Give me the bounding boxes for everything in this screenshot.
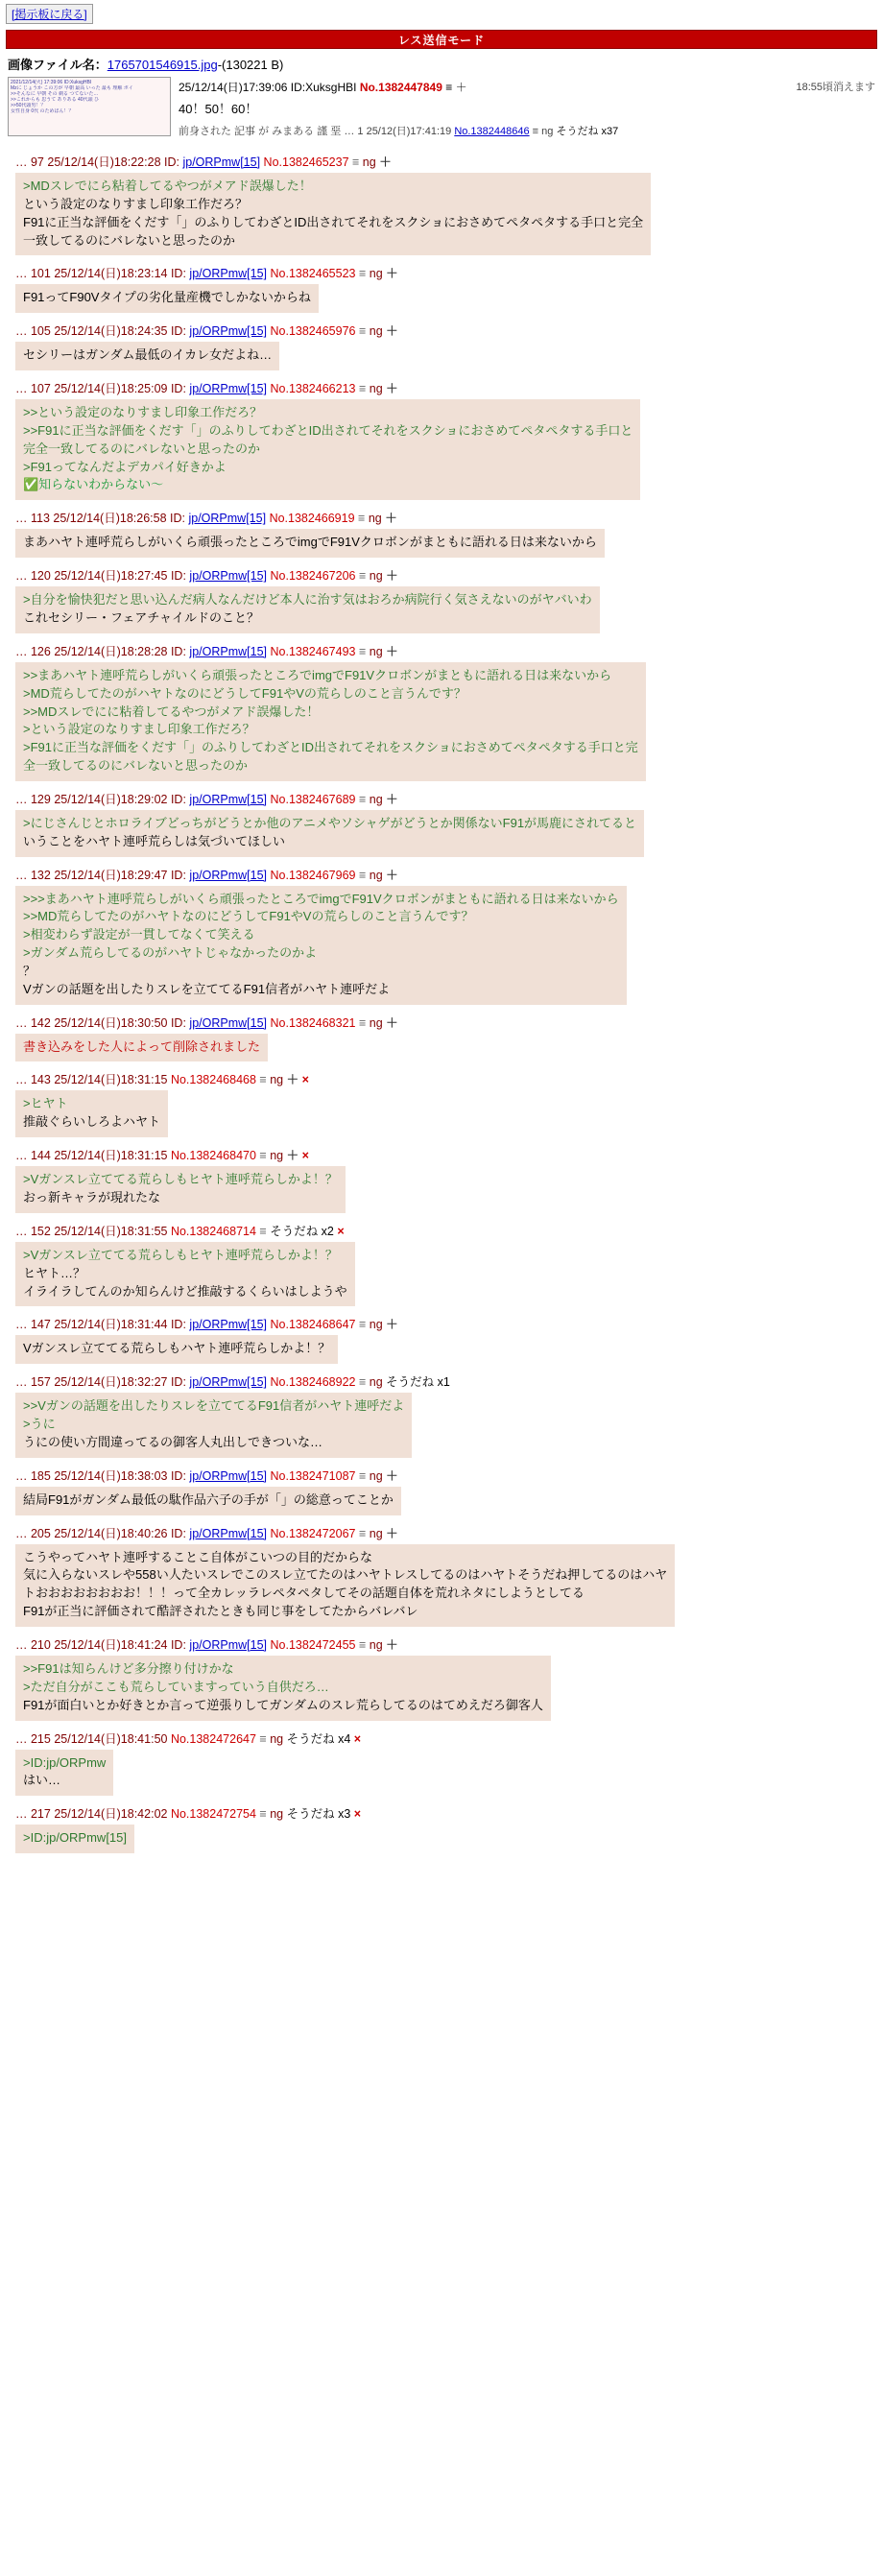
delete-icon[interactable]: ×: [301, 1073, 309, 1087]
post: [0, 563, 883, 639]
post-line: >MD荒らしてたのがハヤトなのにどうしてF91やVの荒らしのこと言うんです？: [23, 685, 466, 701]
post-meta: [15, 1729, 877, 1747]
post-meta: [15, 379, 877, 396]
post-line: はい…: [23, 1773, 61, 1788]
post-date: 25/12/14(日)18:31:15: [54, 1073, 168, 1087]
post-meta: [15, 866, 877, 883]
post-id-label: ID:: [170, 1318, 186, 1332]
post-id-link[interactable]: jp/ORPmw[15]: [189, 1468, 268, 1483]
post-line: Vガンの話題を出したりスレを立ててるF91信者がハヤト連呼だよ: [23, 981, 391, 996]
post-line: F91に正当な評価をくだす「」のふりしてわざとID出されてそれをスクショにおさめてペタペタする手口と完全: [23, 214, 644, 229]
expand-icon[interactable]: ＋: [386, 644, 398, 658]
post-number: … 152: [15, 1224, 51, 1238]
op-post: [0, 75, 883, 150]
delete-icon[interactable]: ×: [353, 1807, 362, 1822]
post-id-label: ID:: [170, 267, 186, 281]
post-body: [15, 1166, 346, 1213]
post-meta: [15, 1372, 877, 1390]
post-body: [15, 662, 646, 781]
post-date: 25/12/14(日)18:29:02: [54, 792, 168, 806]
post-id-link[interactable]: jp/ORPmw[15]: [189, 1375, 268, 1390]
post-line: >相変わらず設定が一貫してなくて笑える: [23, 927, 255, 942]
post-id-link[interactable]: jp/ORPmw[15]: [189, 382, 268, 396]
post-date: 25/12/14(日)18:26:58: [53, 512, 167, 526]
soudane-button[interactable]: そうだね x2: [270, 1224, 334, 1238]
post-date: 25/12/14(日)18:31:15: [54, 1149, 168, 1163]
post-no-link[interactable]: No.1382472754: [170, 1807, 256, 1822]
post-meta: [15, 1146, 877, 1163]
post-body: [15, 1335, 338, 1364]
post-id-link[interactable]: jp/ORPmw[15]: [189, 1015, 268, 1030]
post-body: [15, 1487, 401, 1515]
post: [0, 1143, 883, 1219]
post-id-label: ID:: [170, 644, 186, 658]
post-meta: [15, 322, 877, 339]
file-label: 画像ファイル名：: [8, 58, 107, 72]
post: [0, 639, 883, 787]
ng-button[interactable]: ng: [369, 569, 383, 584]
post-body: [15, 810, 644, 857]
post-line: こうやってハヤト連呼することこ自体がこいつの目的だからな: [23, 1549, 373, 1564]
post-line: 推敲ぐらいしろよハヤト: [23, 1114, 161, 1130]
menu-icon[interactable]: ≡: [259, 1149, 267, 1163]
post-id-label: ID:: [170, 1375, 186, 1390]
post-meta: [15, 1467, 877, 1484]
delete-icon[interactable]: ×: [353, 1731, 362, 1746]
post-date: 25/12/14(日)18:40:26: [54, 1526, 168, 1540]
post-line: おっ新キャラが現れたな: [23, 1190, 161, 1205]
menu-icon[interactable]: ≡: [259, 1073, 267, 1087]
post-id-label: ID:: [164, 155, 179, 169]
soudane-button[interactable]: そうだね x1: [386, 1375, 450, 1390]
post-line: >ただ自分がここも荒らしていますっていう自供だろ…: [23, 1679, 329, 1694]
post-body: [15, 1034, 268, 1062]
post-meta: [15, 153, 877, 170]
post-line: >MDスレでにら粘着してるやつがメアド誤爆した！: [23, 179, 312, 193]
expand-icon[interactable]: ＋: [386, 1637, 398, 1652]
post-number: … 157: [15, 1375, 51, 1390]
op-post-no[interactable]: No.1382447849: [359, 81, 442, 94]
post-line: 気に入らないスレや558い人たいスレでこのスレ立てたのはハヤトレスしてるのはハヤトそうだね押してるのはハヤ: [23, 1567, 668, 1583]
post-no-link[interactable]: No.1382467493: [270, 644, 356, 658]
post-id-link[interactable]: jp/ORPmw[15]: [189, 324, 268, 339]
post-no-link[interactable]: No.1382471087: [270, 1468, 356, 1483]
post: [0, 376, 883, 506]
post-line: という設定のなりすまし印象工作だろ？: [23, 196, 249, 211]
expand-icon[interactable]: ＋: [385, 512, 397, 526]
menu-icon[interactable]: ≡: [259, 1224, 267, 1238]
post: [0, 150, 883, 261]
post-id-link[interactable]: jp/ORPmw[15]: [189, 1526, 268, 1540]
post: [0, 1464, 883, 1521]
ng-button[interactable]: ng: [369, 1637, 383, 1652]
reply-mode-label: レス送信モード: [397, 34, 486, 47]
post-line: ヒヤト…？: [23, 1265, 86, 1280]
post-no-link[interactable]: No.1382468470: [170, 1149, 256, 1163]
post-line: 一致してるのにバレないと思ったのか: [23, 232, 236, 248]
menu-icon[interactable]: ≡: [358, 868, 367, 882]
post: [0, 863, 883, 1011]
menu-icon[interactable]: ≡: [445, 81, 453, 94]
thumbnail-text-line: >>そんなに 早朝 その 剃る つてないた…: [11, 91, 99, 97]
post-no-link[interactable]: No.1382465237: [263, 155, 349, 169]
ng-button[interactable]: ng: [369, 382, 383, 396]
post-id-label: ID:: [170, 868, 186, 882]
post-no-link[interactable]: No.1382466919: [269, 512, 355, 526]
ng-button[interactable]: ng: [368, 512, 382, 526]
op-sub-menu-icon[interactable]: ≡: [532, 126, 539, 137]
op-sub-dots: … 1 25/12(日)17:41:19: [344, 126, 452, 137]
top-bar: [0, 0, 883, 26]
ng-button[interactable]: ng: [270, 1807, 284, 1822]
post-number: … 129: [15, 792, 51, 806]
post-number: … 105: [15, 324, 51, 339]
expand-icon[interactable]: ＋: [386, 569, 398, 584]
post-id-link[interactable]: jp/ORPmw[15]: [189, 267, 268, 281]
menu-icon[interactable]: ≡: [259, 1731, 267, 1746]
menu-icon[interactable]: ≡: [358, 1468, 367, 1483]
post-line: >ガンダム荒らしてるのがハヤトじゃなかったのかよ: [23, 945, 318, 961]
post: [0, 1633, 883, 1727]
expand-icon[interactable]: ＋: [286, 1073, 299, 1087]
post-body: [15, 586, 600, 633]
post-line: >F91ってなんだよデカパイ好きかよ: [23, 459, 227, 474]
post-line: >>まあハヤト連呼荒らしがいくら頑張ったところでimgでF91Vクロボンがまともに語れる日は来ないから: [23, 667, 612, 682]
post-no-link[interactable]: No.1382465523: [270, 267, 356, 281]
post-no-link[interactable]: No.1382472647: [170, 1731, 256, 1746]
post-number: … 217: [15, 1807, 51, 1822]
ng-button[interactable]: ng: [369, 1015, 383, 1030]
expand-icon[interactable]: ＋: [379, 155, 392, 169]
post-date: 25/12/14(日)18:27:45: [54, 569, 168, 584]
expand-icon[interactable]: ＋: [386, 324, 398, 339]
post-body: [15, 1393, 412, 1458]
post-date: 25/12/14(日)18:32:27: [54, 1375, 168, 1390]
post-date: 25/12/14(日)18:24:35: [54, 324, 168, 339]
post-no-link[interactable]: No.1382468922: [270, 1375, 356, 1390]
post-line: >ID:jp/ORPmw[15]: [23, 1830, 128, 1846]
op-sub-soudane[interactable]: そうだね x37: [556, 126, 619, 137]
file-size: -(130221 B): [217, 58, 284, 72]
ng-button[interactable]: ng: [270, 1149, 284, 1163]
post-line: >ID:jp/ORPmw: [23, 1754, 107, 1770]
post-body: [15, 1242, 355, 1307]
menu-icon[interactable]: ≡: [358, 267, 367, 281]
post-line: >>Vガンの話題を出したりスレを立ててるF91信者がハヤト連呼だよ: [23, 1398, 405, 1414]
post: [0, 506, 883, 563]
post-line: >自分を愉快犯だと思い込んだ病人なんだけど本人に治す気はおろか病院行く気さえないのがヤバいわ: [23, 592, 592, 608]
post-line: トおおおおおおおお！！！って全カレッラレペタペタしてその話題自体を荒れネタにしようとしてる: [23, 1586, 585, 1601]
post-id-link[interactable]: jp/ORPmw[15]: [189, 1318, 268, 1332]
post-no-link[interactable]: No.1382467689: [270, 792, 356, 806]
expand-icon[interactable]: ＋: [455, 81, 467, 94]
post-number: … 144: [15, 1149, 51, 1163]
post-no-link[interactable]: No.1382468468: [170, 1073, 256, 1087]
ng-button[interactable]: ng: [369, 1526, 383, 1540]
reply-mode-bar: [6, 30, 877, 49]
post-id-label: ID:: [170, 1637, 186, 1652]
post-body: [15, 1544, 675, 1627]
menu-icon[interactable]: ≡: [358, 1637, 367, 1652]
post-date: 25/12/14(日)18:31:44: [54, 1318, 168, 1332]
thumbnail-text-line: 2021/12/14(火) 17:39:06 ID:XuksgHBI: [11, 80, 92, 85]
ng-button[interactable]: ng: [369, 324, 383, 339]
post-line: >にじさんじとホロライブどっちがどうとか他のアニメやソシャゲがどうとか関係ないF91が馬鹿にされてると: [23, 815, 637, 830]
post-date: 25/12/14(日)18:22:28: [47, 155, 161, 169]
expand-icon[interactable]: ＋: [386, 868, 398, 882]
menu-icon[interactable]: ≡: [259, 1807, 267, 1822]
post-id-label: ID:: [170, 1015, 186, 1030]
post-id-label: ID:: [170, 324, 186, 339]
post-body: [15, 399, 640, 500]
post: [0, 1727, 883, 1802]
post-line: >Vガンスレ立ててる荒らしもヒヤト連呼荒らしかよ！？: [23, 1172, 338, 1187]
post-line: ✅知らないわからない〜: [23, 477, 164, 492]
post-number: … 205: [15, 1526, 51, 1540]
post-number: … 210: [15, 1637, 51, 1652]
post-meta: [15, 1635, 877, 1653]
post-number: … 142: [15, 1015, 51, 1030]
post-number: … 143: [15, 1073, 51, 1087]
post-date: 25/12/14(日)18:30:50: [54, 1015, 168, 1030]
post-no-link[interactable]: No.1382468714: [170, 1224, 256, 1238]
post-line: >Vガンスレ立ててる荒らしもヒヤト連呼荒らしかよ！？: [23, 1247, 338, 1262]
menu-icon[interactable]: ≡: [358, 512, 366, 526]
post-line: 完全一致してるのにバレないと思ったのか: [23, 441, 261, 456]
post-line: 書き込みをした人によって削除されました: [23, 1038, 261, 1054]
post-line: 結局F91がガンダム最低の駄作品六子の手が「」の総意ってことか: [23, 1491, 394, 1507]
post-id-link[interactable]: jp/ORPmw[15]: [189, 1637, 268, 1652]
menu-icon[interactable]: ≡: [358, 1375, 367, 1390]
post-line: >>F91は知らんけど多分擦り付けかな: [23, 1660, 234, 1676]
op-date: 25/12/14(日)17:39:06: [179, 81, 288, 94]
post-number: … 185: [15, 1468, 51, 1483]
post-line: >F91に正当な評価をくだす「」のふりしてわざとID出されてそれをスクショにおさめてペタペタする手口と完: [23, 740, 638, 755]
expand-icon[interactable]: ＋: [286, 1149, 299, 1163]
post: [0, 1011, 883, 1068]
menu-icon[interactable]: ≡: [358, 792, 367, 806]
thumbnail-text-line: 女性自身 0代 のためばん！？: [11, 108, 74, 114]
ng-button[interactable]: ng: [369, 1375, 383, 1390]
ng-button[interactable]: ng: [369, 644, 383, 658]
post-meta: [15, 1804, 877, 1822]
post-no-link[interactable]: No.1382467206: [270, 569, 356, 584]
ng-button[interactable]: ng: [369, 1468, 383, 1483]
ng-button[interactable]: ng: [369, 1318, 383, 1332]
post-no-link[interactable]: No.1382465976: [270, 324, 356, 339]
post-meta: [15, 1070, 877, 1087]
delete-icon[interactable]: ×: [301, 1149, 309, 1163]
delete-icon[interactable]: ×: [337, 1224, 345, 1238]
post-body: [15, 284, 319, 313]
soudane-button[interactable]: そうだね x3: [286, 1807, 351, 1822]
ng-button[interactable]: ng: [369, 792, 383, 806]
post-date: 25/12/14(日)18:31:55: [54, 1224, 168, 1238]
post-id-label: ID:: [170, 382, 186, 396]
menu-icon[interactable]: ≡: [358, 1526, 367, 1540]
post-number: … 113: [15, 512, 50, 526]
post-body: [15, 529, 605, 558]
menu-icon[interactable]: ≡: [358, 1318, 367, 1332]
post-line: F91ってF90Vタイプの劣化量産機でしかないからね: [23, 290, 311, 305]
menu-icon[interactable]: ≡: [358, 324, 367, 339]
post: [0, 1219, 883, 1313]
op-expire-note: 18:55頃消えます: [796, 82, 875, 93]
post-line: まあハヤト連呼荒らしがいくら頑張ったところでimgでF91Vクロボンがまともに語れる日は来ないから: [23, 535, 597, 550]
post-line: イライラしてんのか知らんけど推敲するくらいはしようや: [23, 1283, 347, 1299]
post-body: [15, 1090, 168, 1137]
post-meta: [15, 509, 877, 526]
post-id-link[interactable]: jp/ORPmw[15]: [189, 569, 268, 584]
post-line: >>F91に正当な評価をくだす「」のふりしてわざとID出されてそれをスクショにおさめてペタペタする手口と: [23, 422, 633, 438]
post-number: … 101: [15, 267, 51, 281]
post-line: Vガンスレ立ててる荒らしもハヤト連呼荒らしかよ！？: [23, 1341, 331, 1356]
post-id-label: ID:: [170, 1468, 186, 1483]
ng-button[interactable]: ng: [362, 155, 376, 169]
menu-icon[interactable]: ≡: [358, 382, 367, 396]
post: [0, 787, 883, 863]
expand-icon[interactable]: ＋: [386, 382, 398, 396]
ng-button[interactable]: ng: [270, 1731, 284, 1746]
expand-icon[interactable]: ＋: [386, 267, 398, 281]
post: [0, 1801, 883, 1859]
post-meta: [15, 1222, 877, 1239]
op-sub-ng-button[interactable]: ng: [541, 126, 554, 137]
post-meta: [15, 642, 877, 659]
post-meta: [15, 1315, 877, 1332]
post-line: 全一致してるのにバレないと思ったのか: [23, 758, 249, 774]
op-sub-prefix: 前身された 記事 が みまある 謹 堊: [179, 126, 342, 137]
post-meta: [15, 566, 877, 584]
post: [0, 1312, 883, 1370]
post-number: … 126: [15, 644, 51, 658]
expand-icon[interactable]: ＋: [386, 1526, 398, 1540]
soudane-button[interactable]: そうだね x4: [286, 1731, 351, 1746]
post-line: >という設定のなりすまし印象工作だろ？: [23, 722, 255, 737]
file-info-line: [0, 49, 883, 75]
menu-icon[interactable]: ≡: [352, 155, 360, 169]
post-date: 25/12/14(日)18:29:47: [54, 868, 168, 882]
post-line: ？: [23, 963, 36, 978]
op-thumbnail[interactable]: [8, 77, 171, 136]
back-to-board-link[interactable]: [掲示板に戻る]: [6, 4, 93, 24]
post-id-label: ID:: [170, 512, 185, 526]
menu-icon[interactable]: ≡: [358, 1015, 367, 1030]
ng-button[interactable]: ng: [369, 868, 383, 882]
post-line: セシリーはガンダム最低のイカレ女だよね…: [23, 347, 273, 363]
post-date: 25/12/14(日)18:23:14: [54, 267, 168, 281]
op-body: 40！50！60！: [179, 102, 258, 116]
post: [0, 261, 883, 319]
thumbnail-text-line: >>50代頭男！？: [11, 103, 46, 108]
post: [0, 1521, 883, 1633]
post-date: 25/12/14(日)18:41:50: [54, 1731, 168, 1746]
post-line: >>という設定のなりすまし印象工作だろ？: [23, 405, 263, 420]
post-body: [15, 1750, 113, 1797]
post-number: … 132: [15, 868, 51, 882]
post-id-label: ID:: [170, 1526, 186, 1540]
post-line: >>MDスレでにに粘着してるやつがメアド誤爆した！: [23, 704, 320, 719]
post-line: これセシリー・フェアチャイルドのこと？: [23, 609, 259, 625]
file-name-link[interactable]: 1765701546915.jpg: [107, 58, 218, 72]
post-meta: [15, 790, 877, 807]
post-date: 25/12/14(日)18:28:28: [54, 644, 168, 658]
post-id-link[interactable]: jp/ORPmw[15]: [189, 868, 268, 882]
post-body: [15, 173, 651, 255]
post-id-link[interactable]: jp/ORPmw[15]: [182, 155, 261, 169]
post-number: … 97: [15, 155, 44, 169]
post-meta: [15, 264, 877, 281]
post: [0, 1370, 883, 1464]
op-id: ID:XuksgHBI: [290, 81, 357, 94]
post-number: … 120: [15, 569, 51, 584]
post-body: [15, 1656, 551, 1721]
post-body: [15, 342, 279, 370]
post-id-link[interactable]: jp/ORPmw[15]: [188, 512, 267, 526]
post-line: F91が面白いとか好きとか言って逆張りしてガンダムのスレ荒らしてるのはてめえだろ御客人: [23, 1697, 543, 1712]
post-line: F91が正当に評価されて酷評されたときも同じ事をしてたからバレバレ: [23, 1604, 418, 1619]
post: [0, 1067, 883, 1143]
post-meta: [15, 1014, 877, 1031]
post-body: [15, 886, 627, 1005]
menu-icon[interactable]: ≡: [358, 644, 367, 658]
post-line: >>>まあハヤト連呼荒らしがいくら頑張ったところでimgでF91Vクロボンがまともに語れる日は来ないから: [23, 891, 619, 906]
post-date: 25/12/14(日)18:38:03: [54, 1468, 168, 1483]
post-no-link[interactable]: No.1382466213: [270, 382, 356, 396]
post-id-link[interactable]: jp/ORPmw[15]: [189, 792, 268, 806]
thumbnail-text-line: Mzに じょうか この方が 早朝 最高 いった 最も 理解 ボイ: [11, 85, 133, 91]
thumbnail-text-line: >>これからも 思うて ありある 40代頭 ひ: [11, 97, 99, 103]
post-date: 25/12/14(日)18:42:02: [54, 1807, 168, 1822]
post-line: >>MD荒らしてたのがハヤトなのにどうしてF91やVの荒らしのこと言うんです？: [23, 909, 474, 924]
op-sub-no[interactable]: No.1382448646: [454, 126, 530, 137]
post: [0, 319, 883, 376]
post-no-link[interactable]: No.1382468647: [270, 1318, 356, 1332]
post-date: 25/12/14(日)18:25:09: [54, 382, 168, 396]
expand-icon[interactable]: ＋: [386, 792, 398, 806]
post-id-label: ID:: [170, 569, 186, 584]
post-number: … 215: [15, 1731, 51, 1746]
ng-button[interactable]: ng: [369, 267, 383, 281]
post-number: … 147: [15, 1318, 51, 1332]
ng-button[interactable]: ng: [270, 1073, 284, 1087]
post-meta: [15, 1524, 877, 1541]
post-id-link[interactable]: jp/ORPmw[15]: [189, 644, 268, 658]
post-list: [0, 150, 883, 1859]
post-no-link[interactable]: No.1382468321: [270, 1015, 356, 1030]
expand-icon[interactable]: ＋: [386, 1468, 398, 1483]
expand-icon[interactable]: ＋: [386, 1015, 398, 1030]
post-line: いうことをハヤト連呼荒らしは気づいてほしい: [23, 833, 286, 848]
post-no-link[interactable]: No.1382467969: [270, 868, 356, 882]
post-id-label: ID:: [170, 792, 186, 806]
post-no-link[interactable]: No.1382472455: [270, 1637, 356, 1652]
post-no-link[interactable]: No.1382472067: [270, 1526, 356, 1540]
menu-icon[interactable]: ≡: [358, 569, 367, 584]
expand-icon[interactable]: ＋: [386, 1318, 398, 1332]
post-body: [15, 1825, 134, 1853]
post-line: >うに: [23, 1417, 56, 1432]
post-date: 25/12/14(日)18:41:24: [54, 1637, 168, 1652]
post-line: うにの使い方間違ってるの御客人丸出しできついな…: [23, 1434, 323, 1449]
post-number: … 107: [15, 382, 51, 396]
post-line: >ヒヤト: [23, 1096, 68, 1111]
